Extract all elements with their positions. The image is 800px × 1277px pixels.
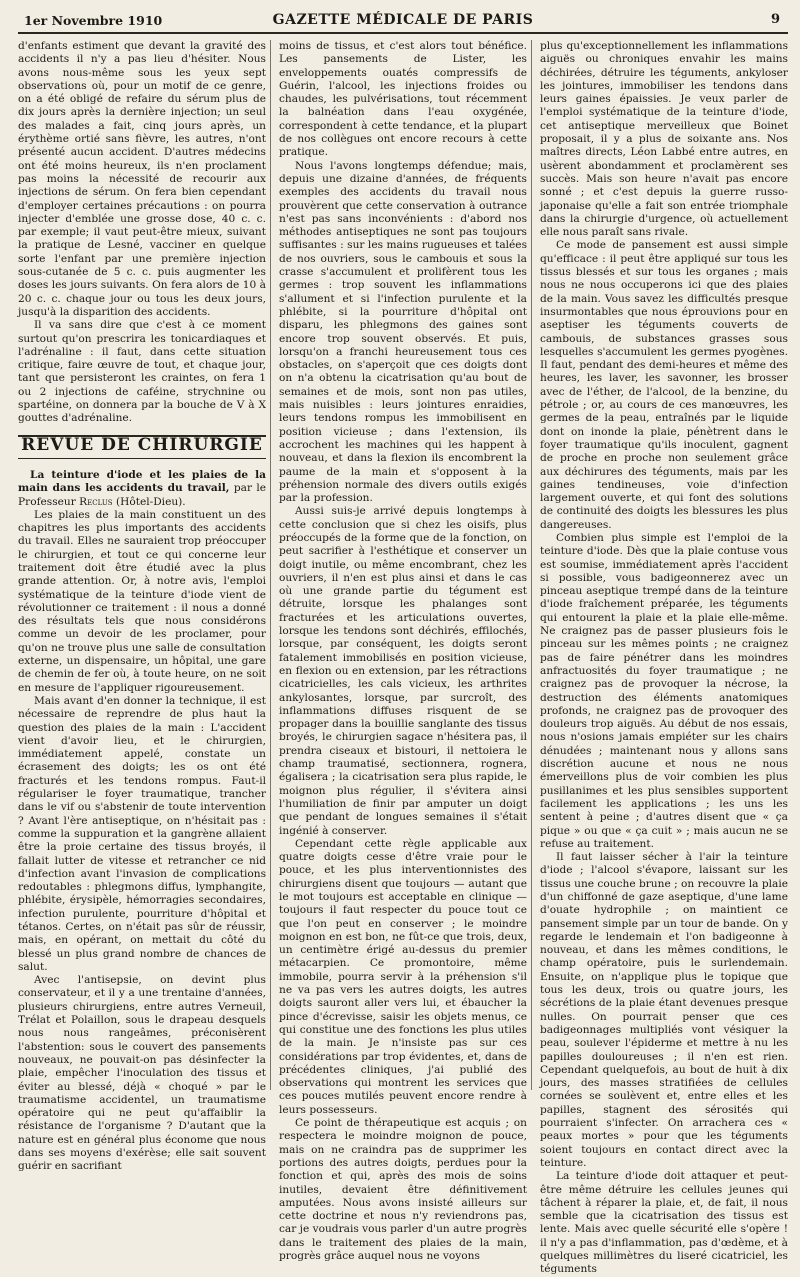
article-author: Reclus — [79, 495, 113, 508]
column-3 — [536, 40, 788, 1276]
paragraph: Les plaies de la main constituent un des chapitres les plus importants des accidents du travail. Elles ne sauraient trop préoccuper le chirurgien, et tout ce qui concerne leur traitement doit être étudié avec la plus grande attention. Or, à notre avis, l'emploi systématique de la teinture d'iode vient de révolutionner ce traitement : il nous a donné des résultats tels que nous considérons comme un devoir de les proclamer, pour qu'on ne trouve plus une salle de consultation externe, un dispensaire, un hôpital, une gare de chemin de fer où, à toute heure, on ne soit en mesure de l'appliquer rigoureusement. — [18, 508, 266, 694]
page-number: 9 — [770, 12, 780, 27]
paragraph: Il faut laisser sécher à l'air la teinture d'iode ; l'alcool s'évapore, laissant sur les tissus une couche brune ; on recouvre la plaie d'un chiffonné de gaze aseptique, d'une lame d'ouate hydrophile ; on maintient ce pansement simple par un tour de bande. On y regarde le lendemain et l'on badigeonne à nouveau, et dans les mêmes conditions, le champ opératoire, puis le surlendemain. Ensuite, on n'applique plus le topique que tous les deux, trois ou quatre jours, les sécrétions de la plaie étant devenues presque nulles. On pourrait penser que ces badigeonnages multipliés vont vésiquer la peau, soulever l'épiderme et mettre à nu les papilles douloureuses ; il n'en est rien. Cependant quelquefois, au bout de huit à dix jours, des masses stratifiées de cellules cornées se soulèvent et, entre elles et les papilles, stagnent des sérosités qui pourraient s'infecter. On arrachera ces « peaux mortes » pour que les téguments soient toujours en contact direct avec la teinture. — [540, 851, 788, 1169]
journal-title: GAZETTE MÉDICALE DE PARIS — [272, 12, 534, 28]
paragraph: Combien plus simple est l'emploi de la teinture d'iode. Dès que la plaie contuse vous est soumise, immédiatement après l'accident si possible, vous badigeonnerez avec un pinceau aseptique trempé dans de la teinture d'iode fraîchement préparée, les téguments qui entourent la plaie et la plaie elle-même. Ne craignez pas de passer plusieurs fois le pinceau sur les mêmes points ; ne craignez pas de faire pénétrer dans les moindres anfractuosités du foyer traumatique ; ne craignez pas de provoquer la nécrose, la destruction des éléments anatomiques profonds, ne craignez pas de provoquer des douleurs trop aiguës. Au début de nos essais, nous n'osions jamais empiéter sur les chairs dénudées ; maintenant nous y allons sans discrétion aucune et nous ne nous émerveillons plus de voir combien les plus pusillanimes et les plus sensibles supportent facilement les applications ; les uns les sentent à peine ; d'autres disent que « ça pique » ou que « ça cuit » ; mais aucun ne se refuse au traitement. — [540, 531, 788, 850]
article-author-prefix: par le Professeur — [18, 482, 267, 508]
paragraph: Il va sans dire que c'est à ce moment surtout qu'on prescrira les tonicardiaques et l'adrénaline : il faut, dans cette situation critique, faire œuvre de tout, et chaque jour, tant que persisteront les craintes, on fera 1 ou 2 injections de caféine, strychnine ou spartéine, on donnera par la bouche de V à X gouttes d'adrénaline. — [18, 319, 266, 425]
paragraph: Nous l'avons longtemps défendue; mais, depuis une dizaine d'années, de fréquents exemples des accidents du travail nous prouvèrent que cette conservation à outrance n'est pas sans inconvénients : d'abord nos méthodes antiseptiques ne sont pas toujours suffisantes : sur les mains rugueuses et talées de nos ouvriers, sous le cambouis et sous la crasse s'accumulent et prolifèrent tous les germes : trop souvent les inflammations s'allument et si l'infection purulente et la phlébite, si la pourriture d'hôpital ont disparu, les phlegmons des gaines sont encore trop souvent observés. Et puis, lorsqu'on a franchi heureusement tous ces obstacles, on s'aperçoit que ces doigts dont on n'a obtenu la cicatrisation qu'au bout de semaines et de mois, sont non pas utiles, mais nuisibles : leurs jointures enraidies, leurs tendons rompus les immobilisent en position vicieuse ; dans l'extension, ils accrochent les machines qui les happent à nouveau, et dans la flexion ils encombrent la paume de la main et s'opposent à la préhension normale des divers outils exigés par la profession. — [279, 159, 527, 505]
page-header — [18, 10, 788, 34]
section-rule-bottom — [18, 458, 266, 459]
paragraph: Cependant cette règle applicable aux quatre doigts cesse d'être vraie pour le pouce, et les plus interventionnistes des chirurgiens disent que toujours — autant que le mot toujours est acceptable en clinique — toujours il faut respecter du pouce tout ce que l'on peut en conserver ; le moindre moignon en est bon, ne fût-ce que trois, deux, un centimètre érigé au-dessus du premier métacarpien. Ce promontoire, même immobile, pourra servir à la préhension s'il ne va pas vers les autres doigts, les autres doigts sauront aller vers lui, et ébaucher la pince d'écrevisse, saisir les objets menus, ce qui constitue une des fonctions les plus utiles de la main. Je n'insiste pas sur ces considérations par trop évidentes, et, dans de précédentes cliniques, j'ai publié des observations qui montrent les services que ces pouces mutilés peuvent encore rendre à leurs possesseurs. — [279, 837, 527, 1116]
article-affiliation: (Hôtel-Dieu). — [112, 495, 186, 508]
paragraph: Ce point de thérapeutique est acquis ; on respectera le moindre moignon de pouce, mais on ne craindra pas de supprimer les portions des autres doigts, perdues pour la fonction et qui, après des mois de soins inutiles, devaient être définitivement amputées. Nous avons insisté ailleurs sur cette doctrine et nous n'y reviendrons pas, car je voudrais vous parler d'un autre progrès dans le traitement des plaies de la main, progrès grâce auquel nous ne voyons — [279, 1117, 527, 1263]
paragraph: La teinture d'iode doit attaquer et peut-être même détruire les cellules jeunes qui tâchent à réparer la plaie, et, de fait, il nous semble que la cicatrisation des tissus est lente. Mais avec quelle sécurité elle s'opère ! il n'y a pas d'inflammation, pas d'œdème, et à quelques millimètres du liseré cicatriciel, les téguments — [540, 1170, 788, 1276]
paragraph: moins de tissus, et c'est alors tout bénéfice. Les pansements de Lister, les enveloppements ouatés compressifs de Guérin, l'alcool, les injections froides ou chaudes, les pulvérisations, tout récemment la balnéation dans l'eau oxygénée, correspondent à cette tendance, et la plupart de nos collègues ont encore recours à cette pratique. — [279, 40, 527, 159]
paragraph: Aussi suis-je arrivé depuis longtemps à cette conclusion que si chez les oisifs, plus préoccupés de la forme que de la fonction, on peut sacrifier à l'esthétique et conserver un doigt inutile, ou même encombrant, chez les ouvriers, il n'en est plus ainsi et dans le cas où une grande partie du tégument est détruite, lorsque les phalanges sont fracturées et les articulations ouvertes, lorsque les tendons sont déchirés, effilochés, lorsque, par conséquent, les doigts seront fatalement immobilisés en position vicieuse, en flexion ou en extension, par les rétractions cicatricielles, les cals vicieux, les arthrites ankylosantes, lorsque, par surcroît, des inflammations diffuses risquent de se propager dans la bouillie sanglante des tissus broyés, le chirurgien sagace n'hésitera pas, il prendra ciseaux et bistouri, il nettoiera le champ traumatisé, sectionnera, rognera, égalisera ; la cicatrisation sera plus rapide, le moignon plus régulier, il s'évitera ainsi l'humiliation de finir par amputer un doigt que pendant de longues semaines il s'était ingénié à conserver. — [279, 505, 527, 837]
section-title: REVUE DE CHIRURGIE — [21, 434, 263, 455]
paragraph: Avec l'antisepsie, on devint plus conservateur, et il y a une trentaine d'années, plusieurs chirurgiens, entre autres Verneuil, Trélat et Polaillon, sous le drapeau desquels nous nous rangeâmes, préconisèrent l'abstention: sous le couvert des pansements nouveaux, ne pouvait-on pas désinfecter la plaie, empêcher l'inoculation des tissus et éviter au blessé, déjà « choqué » par le traumatisme accidentel, un traumatisme opératoire qui ne peut qu'affaiblir la résistance de l'organisme ? D'autant que la nature est en général plus économe que nous dans ses moyens d'exérèse; elle sait souvent guérir en sacrifiant — [18, 974, 266, 1173]
column-1 — [18, 40, 267, 1173]
paragraph: Ce mode de pansement est aussi simple qu'efficace : il peut être appliqué sur tous les tissus blessés et sur tous les organes ; mais nous ne nous occuperons ici que des plaies de la main. Vous savez les difficultés presque insurmontables que nous éprouvions pour en aseptiser les téguments couverts de cambouis, de substances grasses sous lesquelles s'accumulent les germes pyogènes. Il faut, pendant des demi-heures et même des heures, les laver, les savonner, les brosser avec de l'éther, de l'alcool, de la benzine, du pétrole ; or, au cours de ces manœuvres, les germes de la peau, entraînés par le liquide dont on inonde la plaie, pénètrent dans le foyer traumatique qu'ils inoculent, gagnent de proche en proche non seulement grâce aux déchirures des téguments, mais par les gaines tendineuses, voie d'infection largement ouverte, et qui font des solutions de continuité des doigts les blessures les plus dangereuses. — [540, 239, 788, 531]
paragraph: d'enfants estiment que devant la gravité des accidents il n'y a pas lieu d'hésiter. Nous avons nous-même sous les yeux sept observations où, pour un motif de ce genre, on a été obligé de refaire du sérum plus de dix jours après la dernière injection; un seul des malades a fait, cinq jours après, un érythème ortié sans fièvre, les autres, n'ont présenté aucun accident. D'autres médecins ont été moins heureux, ils n'en proclament pas moins la nécessité de recourir aux injections de sérum. On fera bien cependant d'employer certaines précautions : on pourra injecter d'emblée une grosse dose, 40 c. c. par exemple; il vaut peut-être mieux, suivant la pratique de Lesné, vacciner en quelque sorte l'enfant par une première injection sous-cutanée de 5 c. c. puis augmenter les doses les jours suivants. On fera alors de 10 à 20 c. c. chaque jour ou tous les deux jours, jusqu'à la disparition des accidents. — [18, 40, 266, 318]
paragraph: Mais avant d'en donner la technique, il est nécessaire de reprendre de plus haut la question des plaies de la main : L'accident vient d'avoir lieu, et le chirurgien, immédiatement appelé, constate un écrasement des doigts; les os ont été fracturés et les tendons rompus. Faut-il régulariser le foyer traumatique, trancher dans le vif ou s'abstenir de toute intervention ? Avant l'ère antiseptique, on n'hésitait pas : comme la suppuration et la gangrène allaient être la proie certaine des tissus broyés, il fallait lutter de vitesse et retrancher ce nid d'infection avant l'invasion de complications redoutables : phlegmons diffus, lymphangite, phlébite, érysipèle, hémorragies secondaires, infection purulente, pourriture d'hôpital et tétanos. Certes, on n'était pas sûr de réussir, mais, en opérant, on mettait du côté du blessé un plus grand nombre de chances de salut. — [18, 694, 266, 973]
article-heading — [18, 469, 266, 509]
article-title: La teinture d'iode et les plaies de la main dans les accidents du travail, — [18, 468, 266, 495]
paragraph: plus qu'exceptionnellement les inflammations aiguës ou chroniques envahir les mains déchirées, détruire les téguments, ankyloser les jointures, immobiliser les tendons dans leurs gaines épaissies. Je veux parler de l'emploi systématique de la teinture d'iode, cet antiseptique merveilleux que Boinet proposait, il y a plus de soixante ans. Nos maîtres directs, Léon Labbé entre autres, en usèrent abondamment et proclamèrent ses succès. Mais son heure n'avait pas encore sonné ; et c'est depuis la guerre russo-japonaise qu'elle a fait son entrée triomphale dans la chirurgie d'urgence, où actuellement elle nous paraît sans rivale. — [540, 40, 788, 239]
issue-date: 1er Novembre 1910 — [24, 13, 163, 28]
column-2 — [275, 40, 527, 1263]
text-columns — [18, 40, 788, 1276]
